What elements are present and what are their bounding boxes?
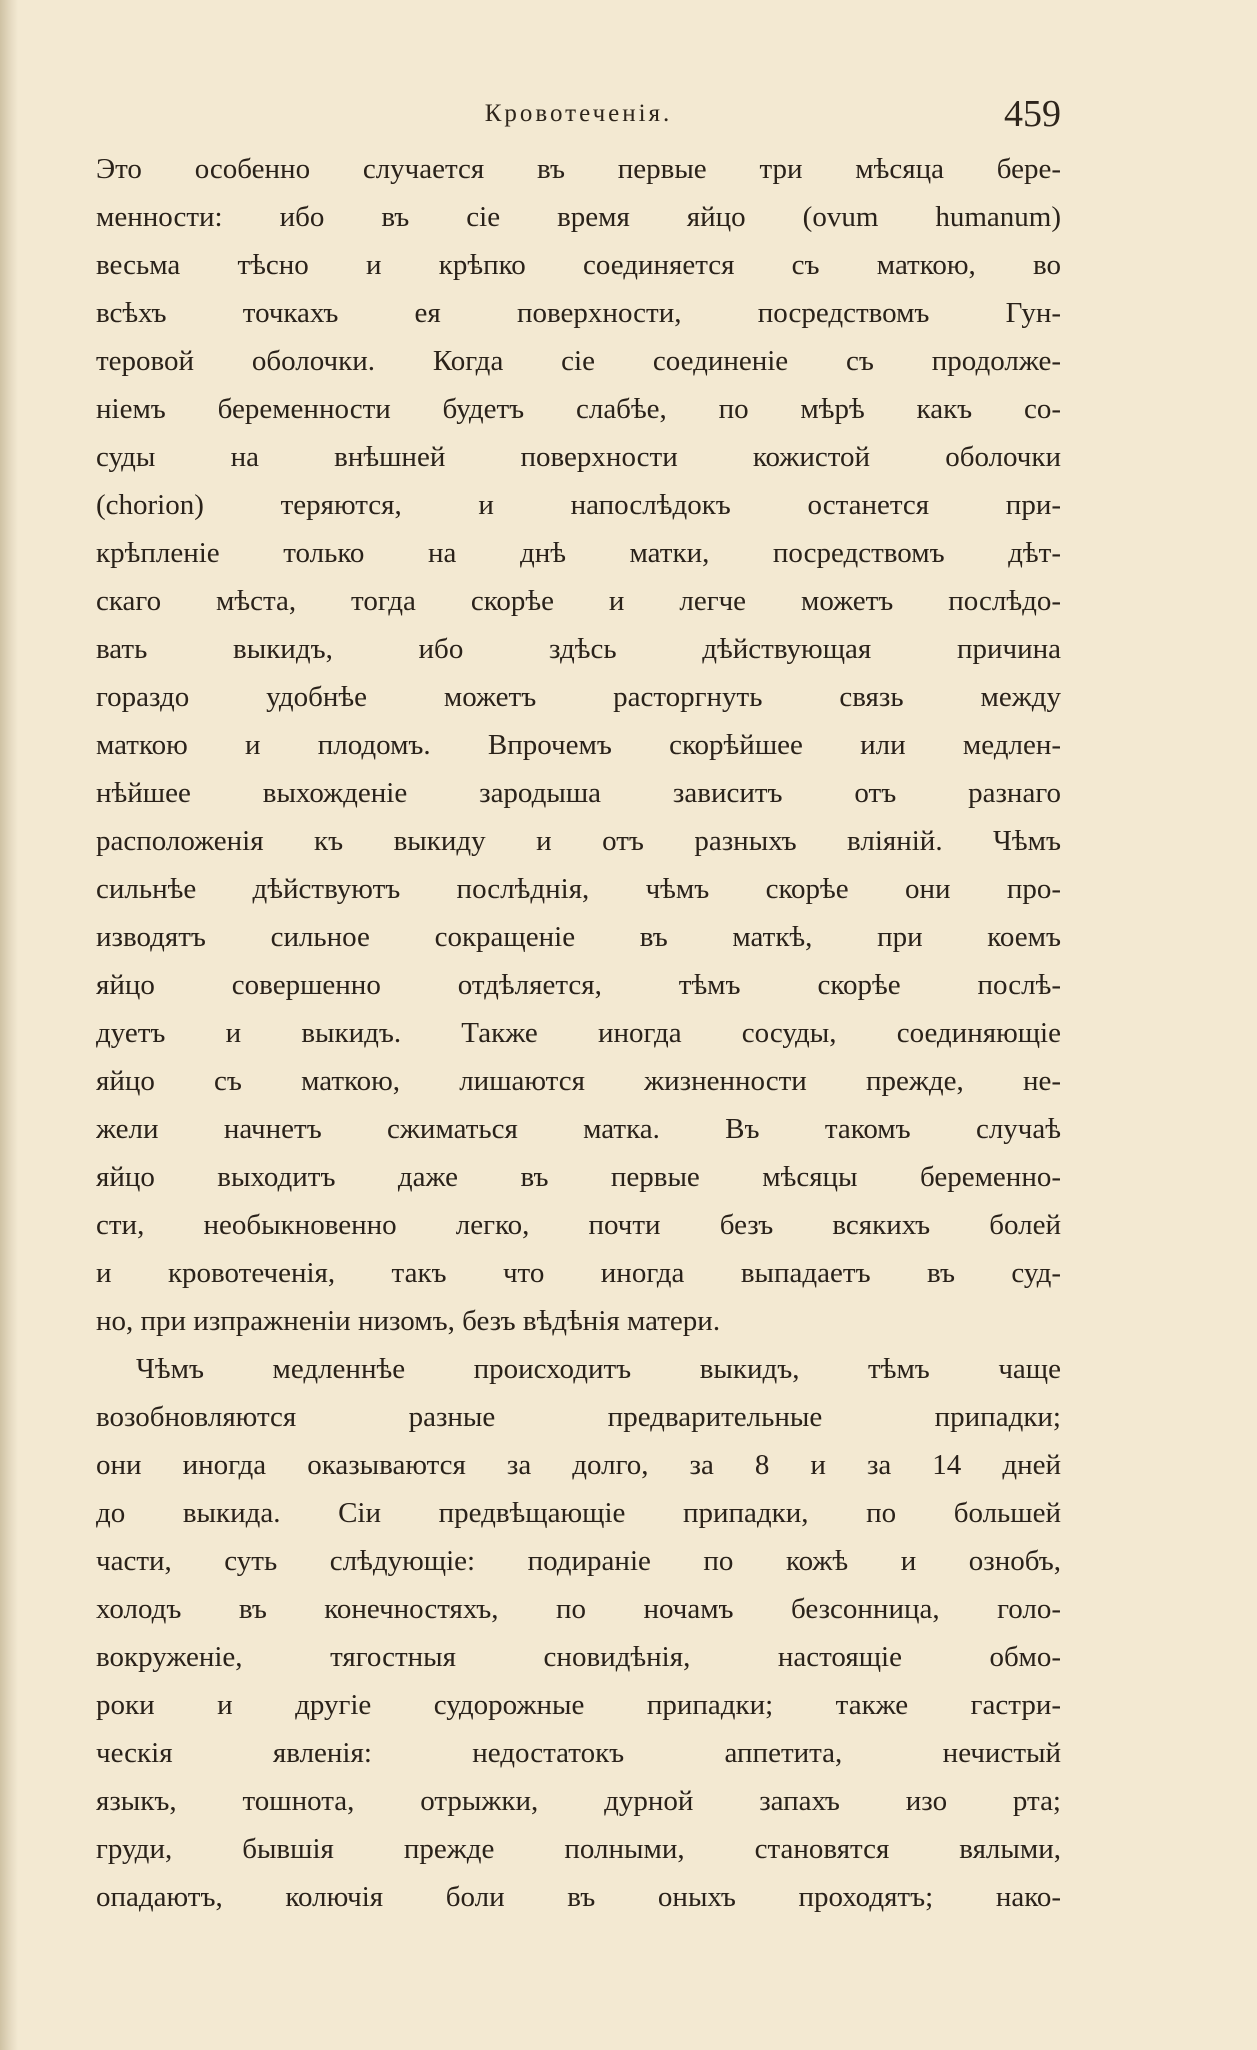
text-line: сильнѣе дѣйствуютъ послѣднія, чѣмъ скорѣе они про- [96,873,1061,905]
text-line: скаго мѣста, тогда скорѣе и легче можетъ послѣдо- [96,585,1061,617]
text-line: теровой оболочки. Когда сіе соединеніе съ продолже- [96,345,1061,377]
text-line: расположенія къ выкиду и отъ разныхъ вліяній. Чѣмъ [96,825,1061,857]
running-title: Кровотеченія. [484,100,673,127]
text-line: сти, необыкновенно легко, почти безъ всякихъ болей [96,1209,1061,1241]
text-line: маткою и плодомъ. Впрочемъ скорѣйшее или медлен- [96,729,1061,761]
page-binding-edge [0,0,18,2050]
text-line: вать выкидъ, ибо здѣсь дѣйствующая причина [96,633,1061,665]
page-number: 459 [1004,93,1061,135]
text-line: жели начнетъ сжиматься матка. Въ такомъ случаѣ [96,1113,1061,1145]
text-line: вокруженіе, тягостныя сновидѣнія, настоящіе обмо- [96,1641,1061,1673]
text-line: ческія явленія: недостатокъ аппетита, нечистый [96,1737,1061,1769]
text-line: ніемъ беременности будетъ слабѣе, по мѣрѣ какъ со- [96,393,1061,425]
paragraph-start-line: Чѣмъ медленнѣе происходитъ выкидъ, тѣмъ чаще [136,1353,1061,1385]
text-line: (chorion) теряются, и напослѣдокъ останется при- [96,489,1061,521]
text-line: крѣпленіе только на днѣ матки, посредствомъ дѣт- [96,537,1061,569]
body-text [96,145,1061,1921]
text-line: языкъ, тошнота, отрыжки, дурной запахъ изо рта; [96,1785,1061,1817]
text-line: яйцо выходитъ даже въ первые мѣсяцы беременно- [96,1161,1061,1193]
text-line: возобновляются разные предварительные припадки; [96,1401,1061,1433]
text-line: части, суть слѣдующіе: подираніе по кожѣ и ознобъ, [96,1545,1061,1577]
text-line: яйцо совершенно отдѣляется, тѣмъ скорѣе послѣ- [96,969,1061,1001]
text-line: гораздо удобнѣе можетъ расторгнуть связь между [96,681,1061,713]
text-line: опадаютъ, колючія боли въ оныхъ проходятъ; нако- [96,1881,1061,1913]
text-line: до выкида. Сіи предвѣщающіе припадки, по большей [96,1497,1061,1529]
page-header [96,92,1061,136]
text-line: яйцо съ маткою, лишаются жизненности прежде, не- [96,1065,1061,1097]
text-line: Это особенно случается въ первые три мѣсяца бере- [96,153,1061,185]
text-line: холодъ въ конечностяхъ, по ночамъ безсонница, голо- [96,1593,1061,1625]
text-line: груди, бывшія прежде полными, становятся вялыми, [96,1833,1061,1865]
text-line: но, при изпражненіи низомъ, безъ вѣдѣнія матери. [96,1305,721,1337]
text-line: изводятъ сильное сокращеніе въ маткѣ, при коемъ [96,921,1061,953]
text-line: роки и другіе судорожные припадки; также гастри- [96,1689,1061,1721]
text-line: нѣйшее выхожденіе зародыша зависитъ отъ разнаго [96,777,1061,809]
text-line: весьма тѣсно и крѣпко соединяется съ маткою, во [96,249,1061,281]
text-line: суды на внѣшней поверхности кожистой оболочки [96,441,1061,473]
text-line: всѣхъ точкахъ ея поверхности, посредствомъ Гун- [96,297,1061,329]
text-line: они иногда оказываются за долго, за 8 и за 14 дней [96,1449,1061,1481]
text-line: дуетъ и выкидъ. Также иногда сосуды, соединяющіе [96,1017,1061,1049]
text-line: и кровотеченія, такъ что иногда выпадаетъ въ суд- [96,1257,1061,1289]
text-line: менности: ибо въ сіе время яйцо (ovum humanum) [96,201,1061,233]
